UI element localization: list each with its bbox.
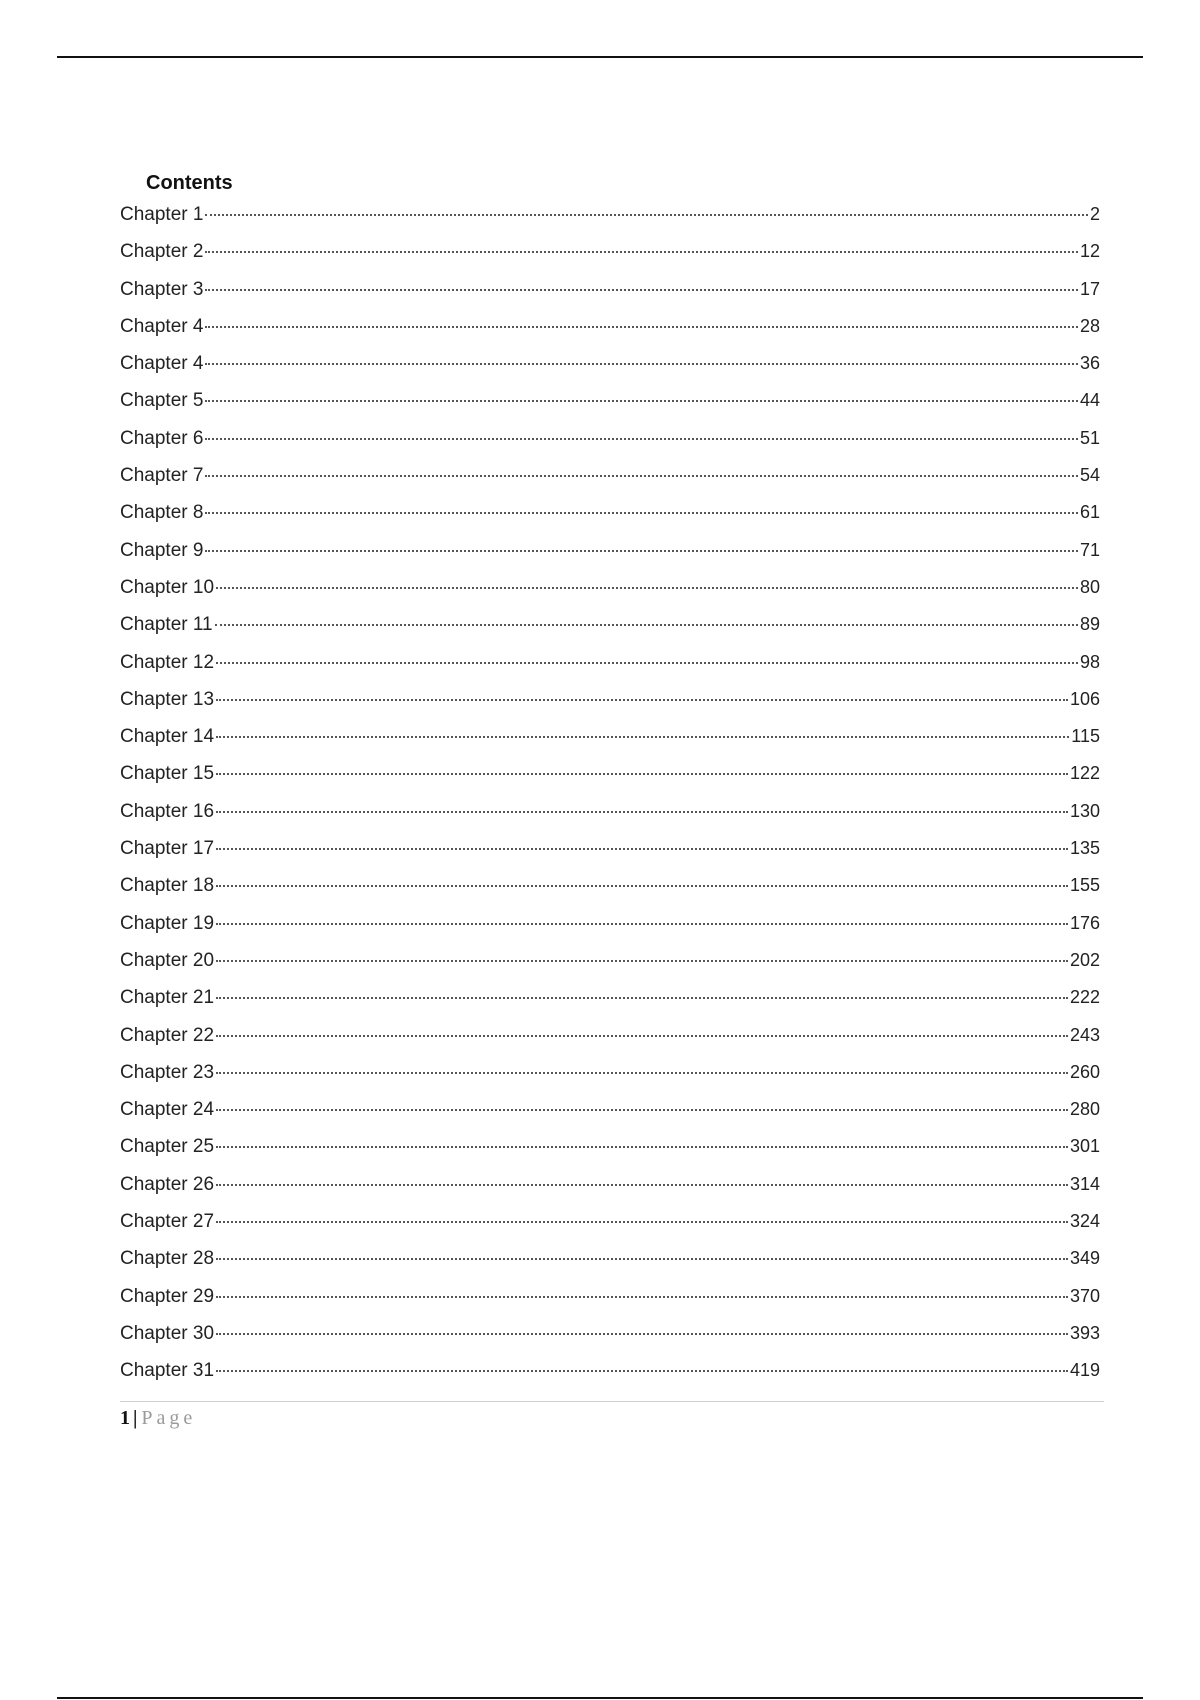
toc-dot-leader bbox=[216, 885, 1068, 887]
toc-entry-label: Chapter 20 bbox=[120, 949, 215, 971]
toc-entry[interactable] bbox=[120, 608, 1100, 645]
toc-entry-label: Chapter 10 bbox=[120, 576, 215, 598]
toc-entry[interactable] bbox=[120, 422, 1100, 459]
toc-dot-leader bbox=[205, 363, 1078, 365]
toc-entry-label: Chapter 13 bbox=[120, 688, 215, 710]
toc-dot-leader bbox=[216, 811, 1068, 813]
toc-entry[interactable] bbox=[120, 496, 1100, 533]
toc-entry-page: 12 bbox=[1079, 241, 1100, 262]
toc-entry-page: 260 bbox=[1069, 1061, 1100, 1082]
toc-dot-leader bbox=[215, 624, 1078, 626]
toc-entry-label: Chapter 21 bbox=[120, 987, 215, 1009]
toc-dot-leader bbox=[216, 1072, 1068, 1074]
toc-entry[interactable] bbox=[120, 1056, 1100, 1093]
toc-entry[interactable] bbox=[120, 1280, 1100, 1317]
toc-entry-page: 89 bbox=[1079, 614, 1100, 635]
toc-entry-page: 222 bbox=[1069, 987, 1100, 1008]
toc-entry-label: Chapter 12 bbox=[120, 651, 215, 673]
toc-entry-page: 115 bbox=[1071, 726, 1100, 747]
footer-separator: | bbox=[133, 1407, 138, 1429]
toc-entry[interactable] bbox=[120, 869, 1100, 906]
page-footer bbox=[120, 1405, 196, 1431]
toc-entry-page: 202 bbox=[1069, 949, 1100, 970]
toc-entry-page: 301 bbox=[1069, 1136, 1100, 1157]
toc-entry[interactable] bbox=[120, 981, 1100, 1018]
toc-entry[interactable] bbox=[120, 832, 1100, 869]
toc-entry-page: 130 bbox=[1069, 800, 1100, 821]
toc-entry-page: 122 bbox=[1069, 763, 1100, 784]
toc-entry-label: Chapter 25 bbox=[120, 1136, 215, 1158]
toc-entry-label: Chapter 23 bbox=[120, 1061, 215, 1083]
toc-entry-page: 80 bbox=[1079, 576, 1100, 597]
toc-entry-label: Chapter 15 bbox=[120, 763, 215, 785]
toc-entry[interactable] bbox=[120, 1317, 1100, 1354]
toc-dot-leader bbox=[216, 1109, 1068, 1111]
toc-entry-label: Chapter 2 bbox=[120, 241, 204, 263]
toc-dot-leader bbox=[216, 1258, 1068, 1260]
toc-entry-page: 370 bbox=[1069, 1285, 1100, 1306]
toc-entry-label: Chapter 31 bbox=[120, 1360, 215, 1382]
bottom-rule bbox=[57, 1697, 1143, 1699]
toc-entry-page: 135 bbox=[1069, 838, 1100, 859]
toc-dot-leader bbox=[216, 773, 1068, 775]
footer-page-word: Page bbox=[141, 1407, 197, 1429]
toc-entry[interactable] bbox=[120, 944, 1100, 981]
toc-dot-leader bbox=[216, 1370, 1068, 1372]
footer-page-number: 1 bbox=[120, 1407, 130, 1429]
toc-entry-label: Chapter 9 bbox=[120, 539, 204, 561]
toc-heading: Contents bbox=[146, 172, 233, 194]
toc-dot-leader bbox=[216, 848, 1068, 850]
toc-dot-leader bbox=[216, 662, 1078, 664]
toc-entry-label: Chapter 28 bbox=[120, 1248, 215, 1270]
toc-entry[interactable] bbox=[120, 795, 1100, 832]
toc-entry[interactable] bbox=[120, 235, 1100, 272]
toc-entry[interactable] bbox=[120, 1130, 1100, 1167]
toc-entry-page: 324 bbox=[1069, 1211, 1100, 1232]
toc-dot-leader bbox=[216, 699, 1068, 701]
toc-entry[interactable] bbox=[120, 1019, 1100, 1056]
toc-entry[interactable] bbox=[120, 571, 1100, 608]
toc-entry-page: 61 bbox=[1079, 502, 1100, 523]
toc-entry-label: Chapter 7 bbox=[120, 465, 204, 487]
toc-dot-leader bbox=[216, 736, 1069, 738]
toc-entry-page: 28 bbox=[1079, 315, 1100, 336]
toc-dot-leader bbox=[216, 923, 1068, 925]
toc-dot-leader bbox=[205, 512, 1078, 514]
toc-entry[interactable] bbox=[120, 273, 1100, 310]
toc-entry-page: 54 bbox=[1079, 465, 1100, 486]
toc-dot-leader bbox=[216, 1146, 1068, 1148]
toc-entry-label: Chapter 11 bbox=[120, 614, 213, 636]
toc-entry-label: Chapter 5 bbox=[120, 390, 204, 412]
toc-dot-leader bbox=[216, 1333, 1068, 1335]
toc-dot-leader bbox=[205, 400, 1078, 402]
toc-entry-label: Chapter 6 bbox=[120, 427, 204, 449]
toc-entry[interactable] bbox=[120, 907, 1100, 944]
toc-dot-leader bbox=[216, 1221, 1068, 1223]
table-of-contents bbox=[120, 198, 1100, 1392]
toc-entry-label: Chapter 14 bbox=[120, 726, 215, 748]
toc-dot-leader bbox=[205, 438, 1078, 440]
toc-entry[interactable] bbox=[120, 310, 1100, 347]
toc-entry[interactable] bbox=[120, 198, 1100, 235]
toc-entry[interactable] bbox=[120, 1205, 1100, 1242]
toc-dot-leader bbox=[205, 326, 1078, 328]
toc-dot-leader bbox=[205, 475, 1078, 477]
toc-dot-leader bbox=[216, 587, 1078, 589]
toc-entry-page: 44 bbox=[1079, 390, 1100, 411]
toc-entry-label: Chapter 4 bbox=[120, 315, 204, 337]
toc-entry-page: 280 bbox=[1069, 1099, 1100, 1120]
toc-dot-leader bbox=[216, 1184, 1068, 1186]
toc-entry-page: 98 bbox=[1079, 651, 1100, 672]
toc-entry[interactable] bbox=[120, 757, 1100, 794]
toc-entry-label: Chapter 29 bbox=[120, 1285, 215, 1307]
toc-entry[interactable] bbox=[120, 534, 1100, 571]
toc-entry-page: 419 bbox=[1069, 1360, 1100, 1381]
toc-entry-page: 51 bbox=[1079, 427, 1100, 448]
toc-entry-page: 243 bbox=[1069, 1024, 1100, 1045]
toc-entry[interactable] bbox=[120, 646, 1100, 683]
toc-entry-page: 155 bbox=[1069, 875, 1100, 896]
toc-entry[interactable] bbox=[120, 720, 1100, 757]
toc-entry-label: Chapter 17 bbox=[120, 838, 215, 860]
toc-entry-label: Chapter 24 bbox=[120, 1099, 215, 1121]
toc-entry[interactable] bbox=[120, 1242, 1100, 1279]
header-rule bbox=[57, 56, 1143, 58]
toc-dot-leader bbox=[205, 251, 1078, 253]
toc-entry-label: Chapter 30 bbox=[120, 1322, 215, 1344]
toc-entry-page: 176 bbox=[1069, 912, 1100, 933]
toc-entry-page: 17 bbox=[1079, 278, 1100, 299]
toc-entry-label: Chapter 1 bbox=[120, 204, 204, 225]
toc-dot-leader bbox=[216, 960, 1068, 962]
toc-entry-label: Chapter 18 bbox=[120, 875, 215, 897]
toc-entry[interactable] bbox=[120, 347, 1100, 384]
toc-entry-label: Chapter 3 bbox=[120, 278, 204, 300]
toc-entry-page: 71 bbox=[1079, 539, 1100, 560]
toc-dot-leader bbox=[205, 550, 1078, 552]
toc-entry-label: Chapter 8 bbox=[120, 502, 204, 524]
toc-dot-leader bbox=[205, 289, 1078, 291]
toc-entry-label: Chapter 19 bbox=[120, 912, 215, 934]
toc-entry[interactable] bbox=[120, 1093, 1100, 1130]
toc-dot-leader bbox=[216, 1035, 1068, 1037]
toc-entry[interactable] bbox=[120, 683, 1100, 720]
toc-entry[interactable] bbox=[120, 1354, 1100, 1391]
toc-entry-page: 2 bbox=[1089, 204, 1100, 224]
toc-dot-leader bbox=[205, 214, 1088, 216]
toc-entry-label: Chapter 26 bbox=[120, 1173, 215, 1195]
toc-entry-label: Chapter 22 bbox=[120, 1024, 215, 1046]
toc-entry-label: Chapter 16 bbox=[120, 800, 215, 822]
toc-entry-page: 36 bbox=[1079, 353, 1100, 374]
toc-entry[interactable] bbox=[120, 1168, 1100, 1205]
toc-entry-label: Chapter 27 bbox=[120, 1211, 215, 1233]
toc-entry-page: 349 bbox=[1069, 1248, 1100, 1269]
toc-entry-page: 106 bbox=[1069, 688, 1100, 709]
toc-entry[interactable] bbox=[120, 384, 1100, 421]
toc-dot-leader bbox=[216, 1296, 1068, 1298]
toc-entry-label: Chapter 4 bbox=[120, 353, 204, 375]
toc-entry-page: 314 bbox=[1069, 1173, 1100, 1194]
toc-entry[interactable] bbox=[120, 459, 1100, 496]
toc-entry-page: 393 bbox=[1069, 1322, 1100, 1343]
toc-dot-leader bbox=[216, 997, 1068, 999]
footer-rule bbox=[120, 1401, 1104, 1402]
